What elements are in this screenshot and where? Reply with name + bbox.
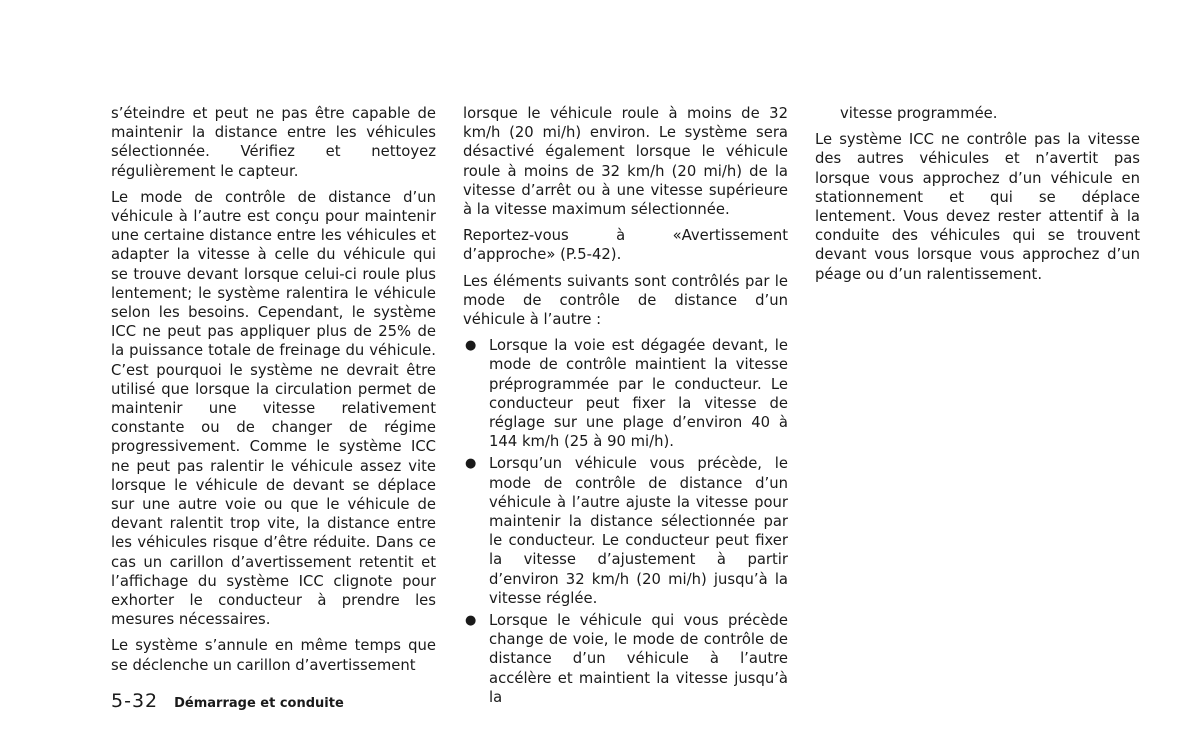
list-item [463,336,788,451]
bullet-icon: ● [465,456,477,472]
paragraph: lorsque le véhicule roule à moins de 32 km/h (20 mi/h) environ. Le système sera désactivé également lorsque le véhicule roule à moins de 32 km/h (20 mi/h) de la vitesse d’arrêt ou à une vitesse supérieure à la vitesse maximum sélectionnée. [463,105,788,219]
chapter-title: Démarrage et conduite [174,696,344,711]
bullet-icon: ● [465,338,477,354]
text-column-3 [815,104,1140,291]
list-item-text: Lorsque le véhicule qui vous précède change de voie, le mode de contrôle de distance d’un véhicule à l’autre accélère et maintient la vitesse jusqu’à la [489,612,788,706]
paragraph: s’éteindre et peut ne pas être capable de maintenir la distance entre les véhicules sélectionnée. Vérifiez et nettoyez régulièrement le capteur. [111,105,436,180]
list-item [463,454,788,608]
paragraph: Les éléments suivants sont contrôlés par le mode de contrôle de distance d’un véhicule à l’autre : [463,272,788,329]
bullet-list [463,336,788,707]
paragraph: Le système ICC ne contrôle pas la vitesse des autres véhicules et n’avertit pas lorsque vous approchez d’un véhicule en stationnement et qui se déplace lentement. Vous devez rester attentif à la conduite des véhicules qui se trouvent devant vous lorsque vous approchez d’un péage ou d’un ralentissement. [815,131,1140,283]
paragraph: Reportez-vous à «Avertissement d’approche» (P.5-42). [463,227,788,264]
list-item-text: Lorsqu’un véhicule vous précède, le mode de contrôle de distance d’un véhicule à l’autre ajuste la vitesse pour maintenir la distance sélectionnée par le conducteur. Le conducteur peut fixer la vitesse d’ajustement à partir d’environ 32 km/h (20 mi/h) jusqu’à la vitesse réglée. [489,455,788,607]
paragraph: vitesse programmée. [840,105,998,122]
list-item [463,611,788,707]
page-number: 5-32 [111,690,159,712]
paragraph: Le mode de contrôle de distance d’un véhicule à l’autre est conçu pour maintenir une certaine distance entre les véhicules et adapter la vitesse à celle du véhicule qui se trouve devant lorsque celui-ci roule plus lentement; le système ralentira le véhicule selon les besoins. Cependant, le système ICC ne peut pas appliquer plus de 25% de la puissance totale de freinage du véhicule. C’est pourquoi le système ne devrait être utilisé que lorsque la circulation permet de maintenir une vitesse relativement constante ou de changer de régime progressivement. Comme le système ICC ne peut pas ralentir le véhicule assez vite lorsque le véhicule de devant se déplace sur une autre voie ou que le véhicule de devant ralentit trop vite, la distance entre les véhicules risque d’être réduite. Dans ce cas un carillon d’avertissement retentit et l’affichage du système ICC clignote pour exhorter le conducteur à prendre les mesures nécessaires. [111,188,436,629]
bullet-icon: ● [465,613,477,629]
text-column-2 [463,104,788,710]
paragraph: Le système s’annule en même temps que se déclenche un carillon d’avertissement [111,637,436,674]
page-footer [111,690,344,712]
list-item-text: Lorsque la voie est dégagée devant, le mode de contrôle maintient la vitesse préprogrammée par le conducteur. Le conducteur peut fixer la vitesse de réglage sur une plage d’environ 40 à 144 km/h (25 à 90 mi/h). [489,337,788,451]
text-column-1 [111,104,436,682]
